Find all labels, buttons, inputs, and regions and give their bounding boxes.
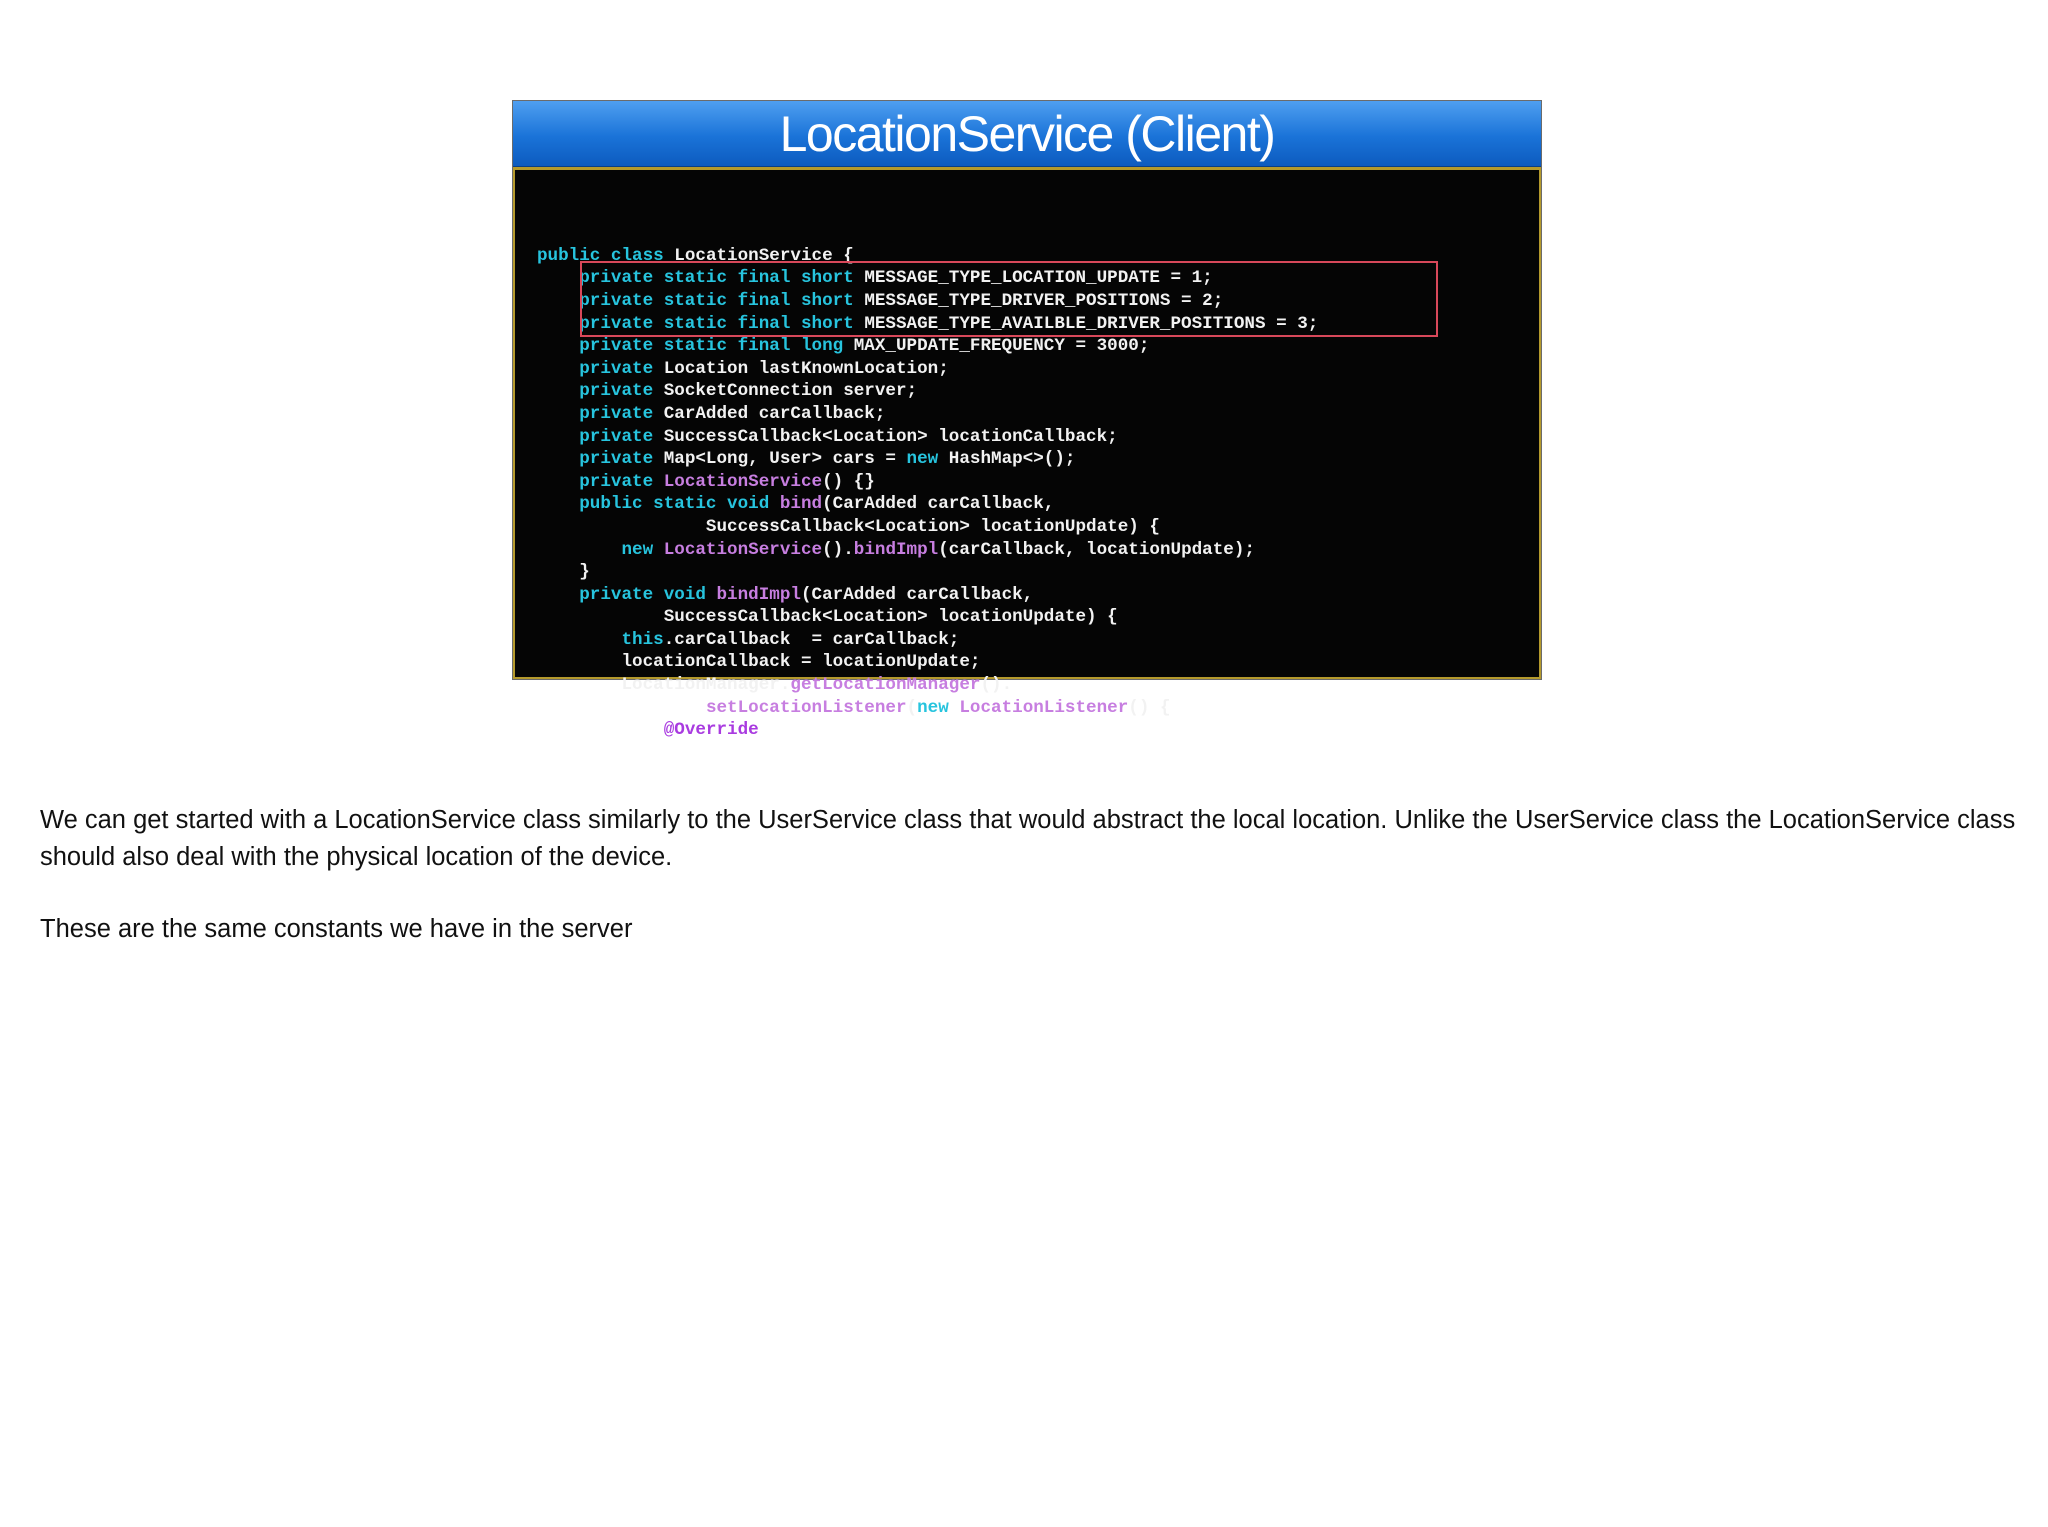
presenter-notes xyxy=(40,802,2025,983)
code-keyword: public class xyxy=(537,245,675,266)
code-text: MESSAGE_TYPE_AVAILBLE_DRIVER_POSITIONS = 3; xyxy=(864,313,1319,334)
code-line xyxy=(537,651,1539,674)
code-keyword: private xyxy=(537,449,664,470)
code-text: (CarAdded carCallback, xyxy=(822,494,1055,515)
code-keyword: new xyxy=(906,449,949,470)
code-method: bindImpl xyxy=(716,584,801,605)
code-keyword: private xyxy=(537,381,664,402)
code-line xyxy=(537,313,1539,336)
code-method: getLocationManager xyxy=(790,675,981,696)
code-text: } xyxy=(537,562,590,583)
code-method: LocationService xyxy=(663,539,823,560)
code-keyword: private xyxy=(537,403,664,424)
code-text: MESSAGE_TYPE_LOCATION_UPDATE = 1; xyxy=(864,268,1213,289)
code-text xyxy=(537,698,706,718)
code-keyword: public static void xyxy=(537,494,780,515)
code-line xyxy=(537,290,1539,313)
code-annotation: @Override xyxy=(663,720,759,741)
code-text: SocketConnection server; xyxy=(663,381,918,402)
code-method: bindImpl xyxy=(853,539,939,560)
notes-paragraph: We can get started with a LocationService class similarly to the UserService class that would abstract the local location. Unlike the UserService class the LocationService class should also deal with the physical location of the device. xyxy=(40,806,2016,871)
code-line xyxy=(537,426,1539,449)
code-line xyxy=(537,516,1539,539)
code-line xyxy=(537,403,1539,426)
code-line xyxy=(537,448,1539,471)
code-line xyxy=(537,493,1539,516)
code-text: HashMap<>(); xyxy=(948,449,1076,470)
code-text: LocationManager. xyxy=(537,675,791,696)
code-text: MESSAGE_TYPE_DRIVER_POSITIONS = 2; xyxy=(864,290,1224,311)
slide-preview xyxy=(512,100,1542,741)
code-text: () {} xyxy=(822,471,875,492)
code-text: (). xyxy=(980,675,1013,696)
code-line xyxy=(537,539,1539,562)
code-line xyxy=(537,629,1539,652)
code-text: Location lastKnownLocation; xyxy=(663,358,949,379)
code-line xyxy=(537,358,1539,381)
code-text: Map<Long, User> cars = xyxy=(663,449,907,470)
code-text: (CarAdded carCallback, xyxy=(800,584,1034,605)
code-keyword: private static final short xyxy=(537,313,865,334)
slide-title: LocationService (Client) xyxy=(513,101,1541,167)
code-keyword: private static final long xyxy=(537,336,854,357)
code-keyword: private xyxy=(537,471,664,492)
code-line xyxy=(537,674,1539,697)
code-text: locationCallback = locationUpdate; xyxy=(537,652,981,673)
code-method: LocationService xyxy=(663,471,823,492)
code-line xyxy=(537,335,1539,358)
code-text: () { xyxy=(1128,697,1171,718)
code-text: SuccessCallback<Location> locationUpdate) { xyxy=(537,516,1160,537)
code-text: LocationService { xyxy=(674,245,854,266)
notes-paragraph: These are the same constants we have in the server xyxy=(40,915,633,943)
code-keyword: private static final short xyxy=(537,268,865,289)
code-method: LocationListener xyxy=(959,697,1129,718)
code-text: ( xyxy=(906,697,918,718)
code-line xyxy=(537,245,1539,268)
code-line xyxy=(537,606,1539,629)
code-text: SuccessCallback<Location> locationCallback; xyxy=(663,426,1118,447)
code-keyword: private xyxy=(537,426,664,447)
code-keyword: new xyxy=(537,539,664,560)
code-block xyxy=(513,167,1541,741)
code-line xyxy=(537,719,1539,742)
code-line xyxy=(537,267,1539,290)
code-line xyxy=(537,561,1539,584)
code-line xyxy=(537,584,1539,607)
code-keyword: private void xyxy=(537,584,717,605)
code-keyword: private static final short xyxy=(537,290,865,311)
code-text: CarAdded carCallback; xyxy=(663,403,886,424)
code-line xyxy=(537,380,1539,403)
code-line xyxy=(537,697,1539,720)
code-keyword: new xyxy=(917,697,960,718)
code-method: bind xyxy=(779,494,823,515)
code-keyword: this xyxy=(537,629,664,650)
code-keyword: private xyxy=(537,358,664,379)
code-text: SuccessCallback<Location> locationUpdate) { xyxy=(537,607,1118,628)
code-text xyxy=(537,720,664,740)
code-text: (). xyxy=(822,539,854,560)
code-text: .carCallback = carCallback; xyxy=(663,629,960,650)
code-method: setLocationListener xyxy=(705,697,907,718)
code-text: (carCallback, locationUpdate); xyxy=(938,539,1255,560)
code-line xyxy=(537,471,1539,494)
code-text: MAX_UPDATE_FREQUENCY = 3000; xyxy=(853,336,1150,357)
